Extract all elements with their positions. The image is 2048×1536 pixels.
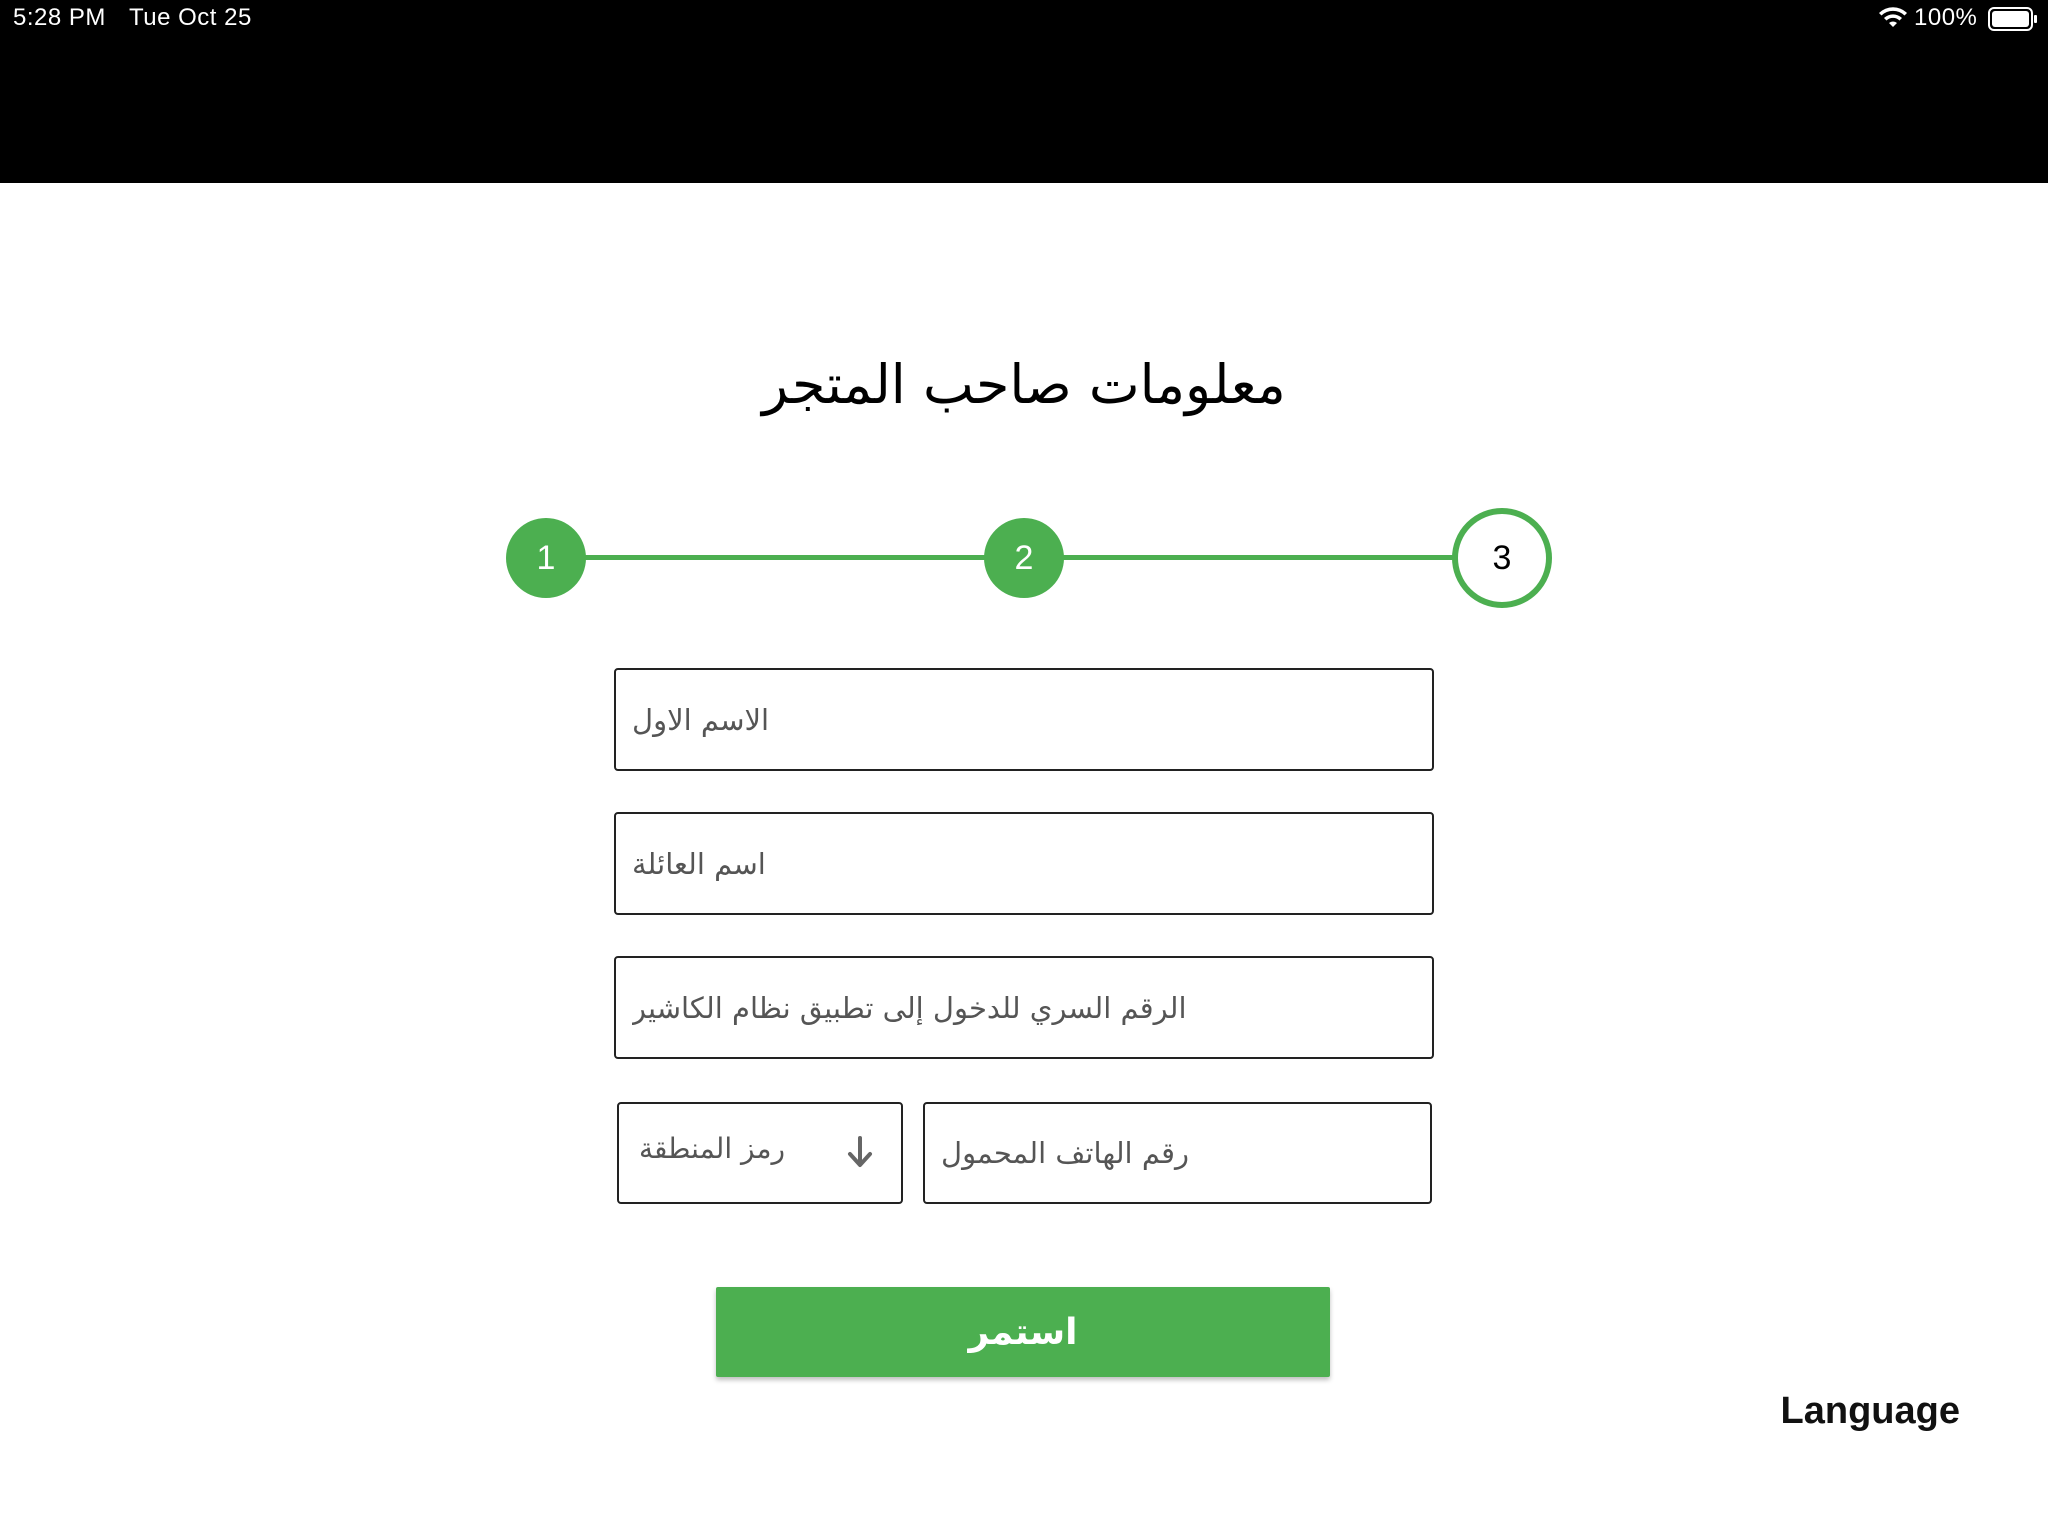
first-name-input[interactable] [616, 670, 1432, 769]
area-code-select[interactable] [617, 1102, 903, 1204]
page-title: معلومات صاحب المتجر [762, 353, 1286, 416]
mobile-number-field[interactable] [923, 1102, 1432, 1204]
step-label: 1 [536, 538, 556, 577]
battery-icon [1988, 7, 2038, 31]
pin-input[interactable] [616, 958, 1432, 1057]
wifi-icon [1878, 7, 1908, 29]
step-2 [984, 518, 1064, 598]
status-time: 5:28 PM [13, 4, 106, 31]
step-connector [1063, 555, 1458, 560]
area-code-label: رمز المنطقة [639, 1132, 785, 1165]
step-3 [1452, 508, 1552, 608]
step-label: 3 [1492, 538, 1512, 577]
status-date: Tue Oct 25 [129, 4, 252, 31]
step-connector [585, 555, 985, 560]
battery-percentage: 100% [1914, 4, 1978, 31]
pin-field[interactable] [614, 956, 1434, 1059]
arrow-down-icon [845, 1134, 875, 1170]
continue-button[interactable]: استمر [716, 1287, 1330, 1377]
last-name-input[interactable] [616, 814, 1432, 913]
language-button[interactable]: Language [1780, 1390, 1960, 1432]
last-name-field[interactable] [614, 812, 1434, 915]
mobile-number-input[interactable] [925, 1104, 1430, 1202]
status-bar [0, 0, 2048, 183]
first-name-field[interactable] [614, 668, 1434, 771]
step-label: 2 [1014, 538, 1034, 577]
step-1 [506, 518, 586, 598]
